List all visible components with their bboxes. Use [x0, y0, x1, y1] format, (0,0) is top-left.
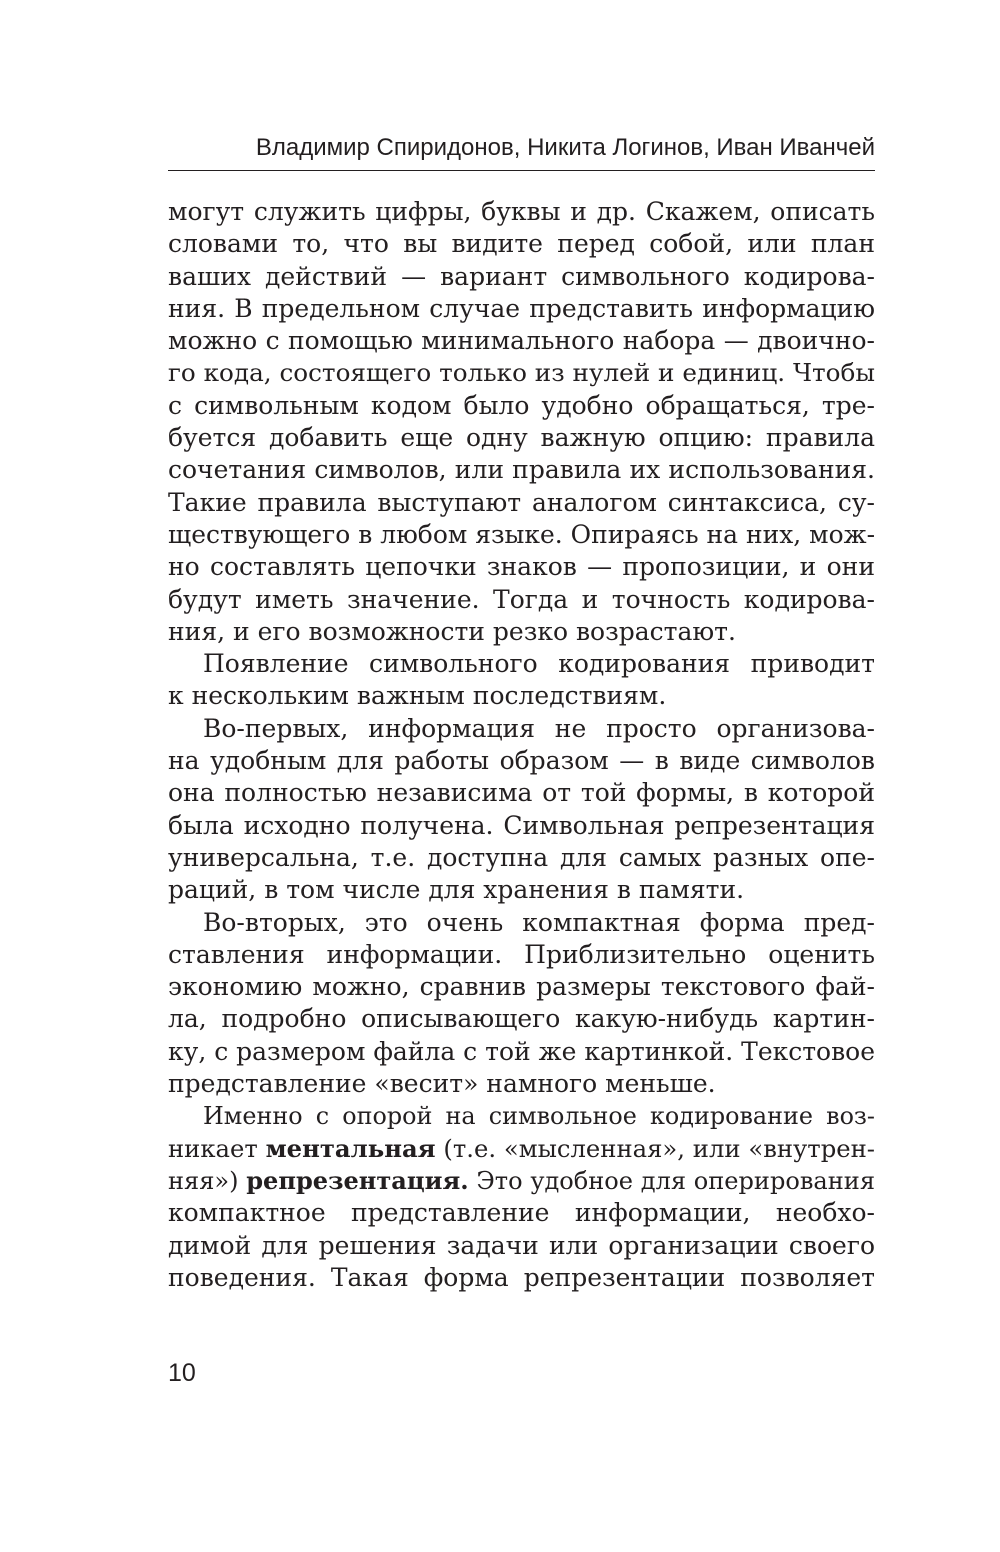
text-line: сочетания символов, или правила их использования. — [168, 455, 875, 485]
text-line: поведения. Такая форма репрезентации позволяет — [168, 1262, 875, 1292]
text-line: была исходно получена. Символьная репрезентация — [168, 810, 875, 840]
bold-term-mental: ментальная — [265, 1133, 436, 1163]
text-line: представление «весит» намного меньше. — [168, 1069, 716, 1099]
text-line: словами то, что вы видите перед собой, или план — [168, 229, 875, 259]
text-line — [168, 1165, 875, 1197]
paragraph — [168, 1100, 875, 1294]
text-line: ния, и его возможности резко возрастают. — [168, 616, 736, 646]
text-segment: Это удобное для оперирования — [468, 1166, 876, 1195]
text-line: ла, подробно описывающего какую-нибудь картин- — [168, 1004, 875, 1034]
text-line: компактное представление информации, необхо- — [168, 1198, 875, 1228]
text-line: экономию можно, сравнив размеры текстового фай- — [168, 972, 875, 1002]
text-line: ваших действий — вариант символьного кодирова- — [168, 261, 875, 291]
text-line: универсальна, т.е. доступна для самых разных опе- — [168, 842, 875, 872]
page-number: 10 — [168, 1359, 196, 1387]
body-text — [168, 196, 875, 1294]
text-line: Во-первых, информация не просто организова- — [203, 713, 875, 743]
text-line: димой для решения задачи или организации своего — [168, 1230, 875, 1260]
text-line: ния. В предельном случае представить информацию — [168, 293, 875, 323]
text-segment: (т.е. «мысленная», или «внутрен- — [435, 1133, 875, 1163]
text-line: она полностью независима от той формы, в которой — [168, 778, 875, 808]
text-line: на удобным для работы образом — в виде символов — [168, 746, 875, 776]
text-line: Во-вторых, это очень компактная форма пред- — [203, 907, 875, 937]
text-line: к нескольким важным последствиям. — [168, 681, 667, 711]
text-line: но составлять цепочки знаков — пропозиции, и они — [168, 552, 875, 582]
text-line: го кода, состоящего только из нулей и единиц. Чтобы — [168, 358, 875, 388]
text-line: Такие правила выступают аналогом синтаксиса, су- — [168, 487, 875, 517]
header-rule — [168, 170, 875, 171]
text-line: раций, в том числе для хранения в памяти. — [168, 875, 745, 905]
running-head-authors: Владимир Спиридонов, Никита Логинов, Иван Иванчей — [255, 134, 875, 161]
paragraph — [168, 648, 875, 713]
text-segment: няя») — [168, 1166, 247, 1195]
text-line: Именно с опорой на символьное кодирование воз- — [203, 1102, 875, 1131]
text-line: можно с помощью минимального набора — двоично- — [168, 326, 875, 356]
text-line: с символьным кодом было удобно обращаться, тре- — [168, 390, 875, 420]
text-line — [168, 1133, 875, 1165]
text-line: ставления информации. Приблизительно оценить — [168, 939, 875, 969]
bold-term-representation: репрезентация. — [246, 1165, 469, 1195]
paragraph — [168, 907, 875, 1101]
text-line: могут служить цифры, буквы и др. Скажем, описать — [168, 197, 875, 226]
text-line: будут иметь значение. Тогда и точность кодирова- — [168, 584, 875, 614]
paragraph — [168, 196, 875, 648]
text-line: Появление символьного кодирования приводит — [203, 649, 875, 679]
text-segment: никает — [168, 1133, 266, 1163]
text-line: буется добавить еще одну важную опцию: правила — [168, 423, 875, 453]
paragraph — [168, 713, 875, 907]
text-line: ку, с размером файла с той же картинкой. Текстовое — [168, 1036, 875, 1066]
text-line: ществующего в любом языке. Опираясь на них, мож- — [168, 519, 875, 549]
